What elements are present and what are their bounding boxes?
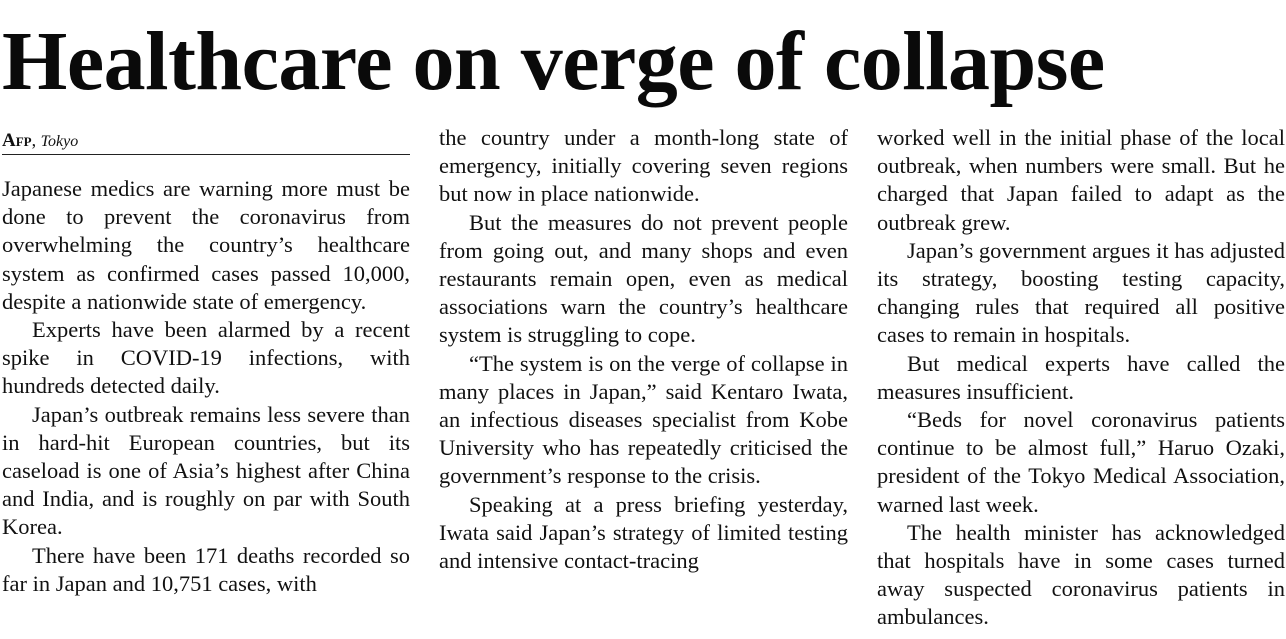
paragraph: Speaking at a press briefing yesterday, Iwata said Japan’s strategy of limited testing and intensive contact-tracing (439, 491, 848, 574)
paragraph: “The system is on the verge of collapse in many places in Japan,” said Kentaro Iwata, an infectious diseases specialist from Kobe University who has repeatedly criticised the government’s response to the crisis. (439, 350, 848, 489)
headline: Healthcare on verge of collapse (2, 15, 1105, 108)
paragraph: There have been 171 deaths recorded so far in Japan and 10,751 cases, with (2, 542, 410, 596)
article-column-1 (2, 175, 410, 598)
article-column-2 (439, 124, 848, 575)
paragraph: The health minister has acknowledged that hospitals have in some cases turned away suspected coronavirus patients in ambulances. (877, 519, 1285, 630)
paragraph: But medical experts have called the measures insufficient. (877, 350, 1285, 404)
byline-place: Tokyo (40, 133, 79, 150)
paragraph: “Beds for novel coronavirus patients continue to be almost full,” Haruo Ozaki, president of the Tokyo Medical Association, warned last week. (877, 407, 1285, 517)
paragraph: Japanese medics are warning more must be done to prevent the coronavirus from overwhelming the country’s healthcare system as confirmed cases passed 10,000, despite a nationwide state of emergency. (2, 176, 410, 314)
paragraph: Experts have been alarmed by a recent spike in COVID-19 infections, with hundreds detected daily. (2, 317, 410, 399)
paragraph: Japan’s government argues it has adjusted its strategy, boosting testing capacity, changing rules that required all positive cases to remain in hospitals. (877, 237, 1285, 348)
paragraph: the country under a month-long state of emergency, initially covering seven regions but now in place nationwide. (439, 125, 848, 207)
byline-agency: Afp (2, 130, 32, 151)
paragraph: worked well in the initial phase of the local outbreak, when numbers were small. But he charged that Japan failed to adapt as the outbreak grew. (877, 125, 1285, 235)
paragraph: Japan’s outbreak remains less severe than in hard-hit European countries, but its caseload is one of Asia’s highest after China and India, and is roughly on par with South Korea. (2, 401, 410, 540)
byline (2, 126, 410, 155)
paragraph: But the measures do not prevent people from going out, and many shops and even restaurants remain open, even as medical associations warn the country’s healthcare system is struggling to cope. (439, 209, 848, 348)
byline-separator: , (31, 130, 37, 150)
article-column-3 (877, 124, 1285, 632)
